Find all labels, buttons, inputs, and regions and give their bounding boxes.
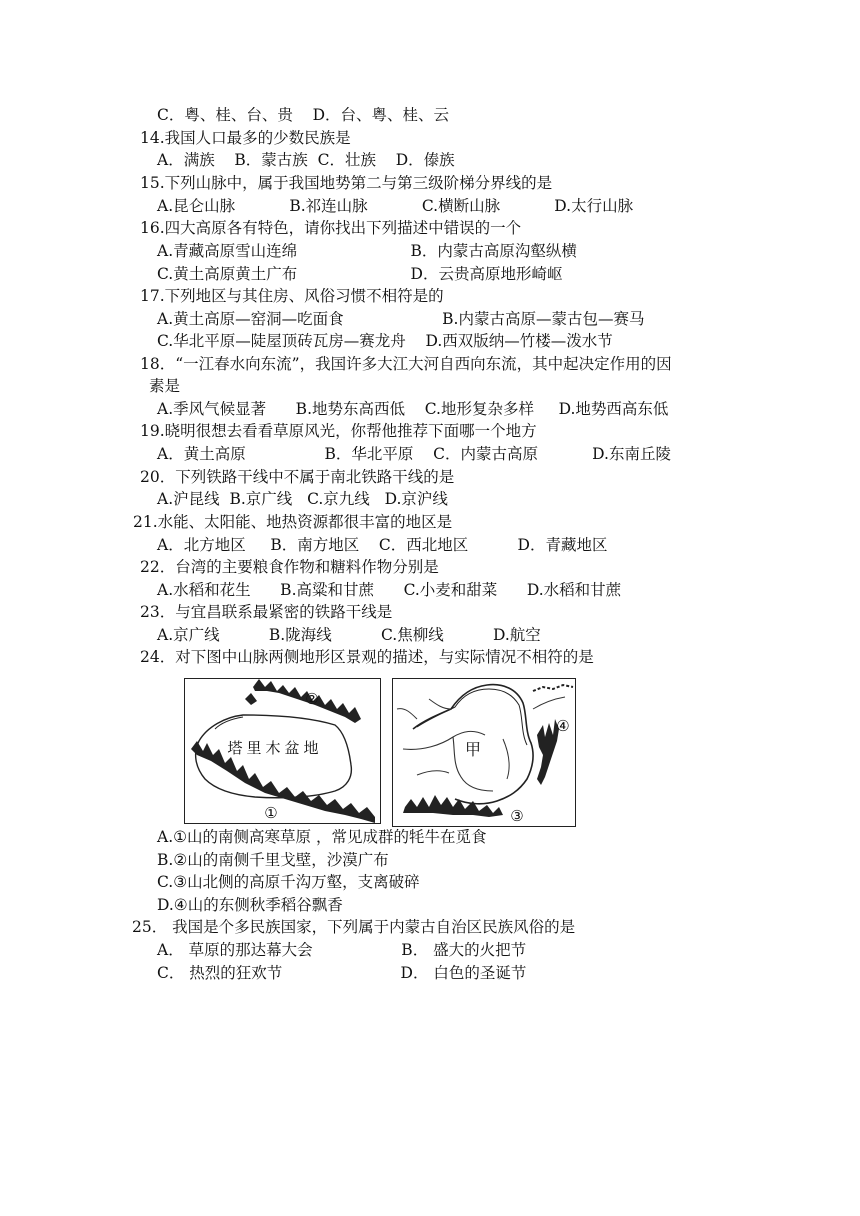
q14-question: 14.我国人口最多的少数民族是 (140, 129, 351, 147)
q18-question-cont: 素是 (149, 377, 181, 395)
mountain-marker-2: ② (305, 690, 319, 708)
q17-options-cd: C.华北平原—陡屋顶砖瓦房—赛龙舟 D.西双版纳—竹楼—泼水节 (157, 332, 613, 350)
q15-options: A.昆仑山脉 B.祁连山脉 C.横断山脉 D.太行山脉 (157, 197, 634, 215)
q16-question: 16.四大高原各有特色，请你找出下列描述中错误的一个 (140, 219, 522, 237)
mountain-marker-3: ③ (510, 807, 524, 825)
q21-question: 21.水能、太阳能、地热资源都很丰富的地区是 (133, 513, 453, 531)
mountain-marker-1: ① (264, 804, 278, 822)
q17-question: 17.下列地区与其住房、风俗习惯不相符是的 (140, 287, 444, 305)
q20-question: 20．下列铁路干线中不属于南北铁路干线的是 (140, 468, 455, 486)
q18-options: A.季风气候显著 B.地势东高西低 C.地形复杂多样 D.地势西高东低 (157, 400, 669, 418)
q20-options: A.沪昆线 B.京广线 C.京九线 D.京沪线 (157, 490, 448, 508)
q22-question: 22．台湾的主要粮食作物和糖料作物分别是 (140, 558, 439, 576)
tarim-basin-label: 塔里木盆地 (227, 739, 323, 757)
mountain-marker-4: ④ (556, 717, 570, 735)
q15-question: 15.下列山脉中，属于我国地势第二与第三级阶梯分界线的是 (140, 174, 553, 192)
q24-option-c: C.③山北侧的高原千沟万壑，支离破碎 (157, 873, 420, 891)
q19-question: 19.晓明很想去看看草原风光，你帮他推荐下面哪一个地方 (140, 422, 537, 440)
region-jia-label: 甲 (464, 740, 482, 759)
q21-options: A．北方地区 B．南方地区 C．西北地区 D．青藏地区 (157, 536, 608, 554)
loess-plateau-map (392, 678, 576, 827)
q13-options-cd: C．粤、桂、台、贵 D．台、粤、桂、云 (157, 106, 449, 124)
mountain-range-3 (403, 795, 503, 817)
q14-options: A．满族 B．蒙古族 C．壮族 D．傣族 (157, 151, 455, 169)
q16-options-cd: C.黄土高原黄土广布 D．云贵高原地形崎岖 (157, 265, 563, 283)
q22-options: A.水稻和花生 B.高粱和甘蔗 C.小麦和甜菜 D.水稻和甘蔗 (157, 581, 622, 599)
q25-options-ab: A． 草原的那达幕大会 B． 盛大的火把节 (157, 941, 527, 959)
q24-option-b: B.②山的南侧千里戈壁，沙漠广布 (157, 851, 389, 869)
q25-options-cd: C． 热烈的狂欢节 D． 白色的圣诞节 (157, 964, 527, 982)
q24-question: 24．对下图中山脉两侧地形区景观的描述，与实际情况不相符的是 (140, 648, 594, 666)
q23-question: 23．与宜昌联系最紧密的铁路干线是 (140, 603, 393, 621)
q25-question: 25． 我国是个多民族国家，下列属于内蒙古自治区民族风俗的是 (132, 918, 576, 936)
q19-options: A．黄土高原 B．华北平原 C．内蒙古高原 D.东南丘陵 (157, 445, 671, 463)
q18-question: 18．“一江春水向东流”，我国许多大江大河自西向东流，其中起决定作用的因 (140, 355, 672, 373)
q24-option-a: A.①山的南侧高寒草原 ，常见成群的牦牛在觅食 (157, 828, 487, 846)
q17-options-ab: A.黄土高原—窑洞—吃面食 B.内蒙古高原—蒙古包—赛马 (157, 310, 645, 328)
tarim-basin-map (184, 678, 381, 824)
mountain-range-2 (245, 679, 361, 723)
q16-options-ab: A.青藏高原雪山连绵 B．内蒙古高原沟壑纵横 (157, 242, 577, 260)
q24-option-d: D.④山的东侧秋季稻谷飘香 (157, 896, 343, 914)
q23-options: A.京广线 B.陇海线 C.焦柳线 D.航空 (157, 626, 541, 644)
